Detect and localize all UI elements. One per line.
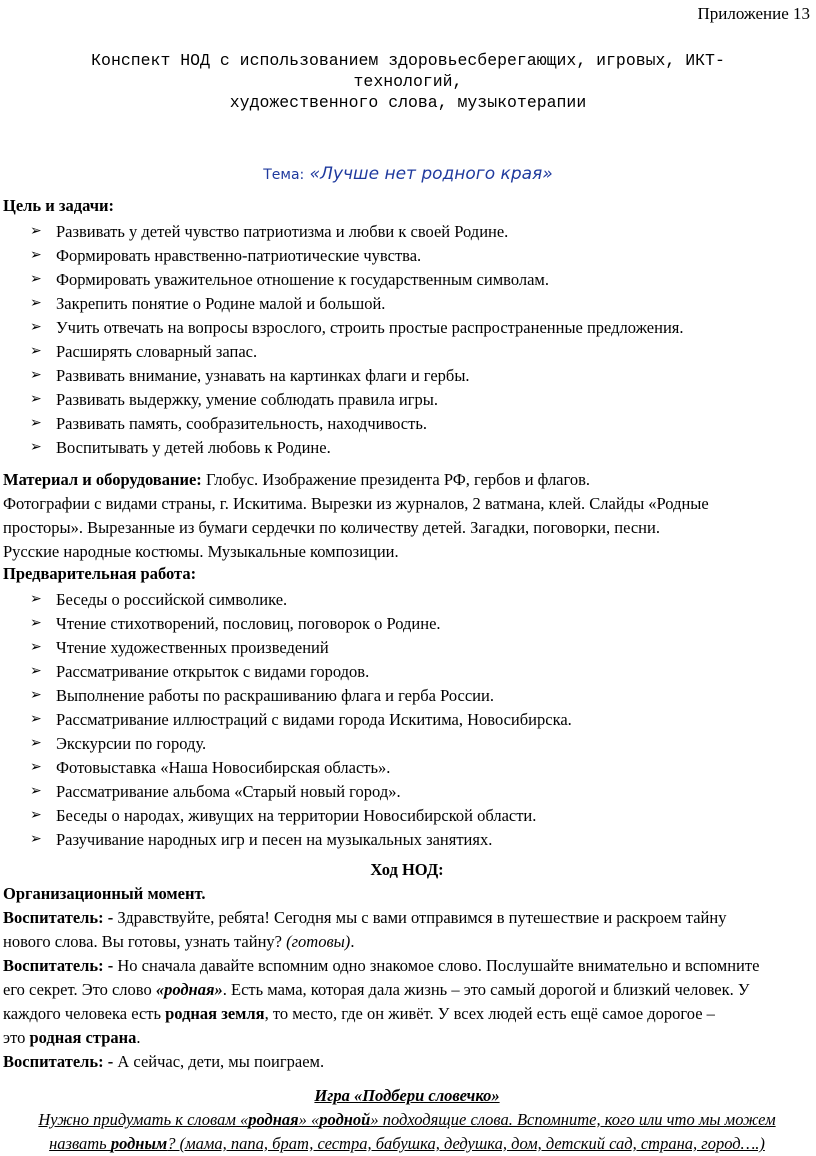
list-item: ➢ Формировать нравственно-патриотические чувства. [30, 244, 684, 268]
arrow-bullet-icon: ➢ [30, 808, 42, 823]
arrow-bullet-icon: ➢ [30, 368, 42, 383]
arrow-bullet-icon: ➢ [30, 224, 42, 239]
materials-paragraph [3, 468, 811, 564]
list-item: ➢ Чтение стихотворений, пословиц, поговорок о Родине. [30, 612, 572, 636]
speaker-label: Воспитатель: - [3, 956, 114, 975]
arrow-bullet-icon: ➢ [30, 784, 42, 799]
prep-title: Предварительная работа: [3, 564, 197, 583]
text-line: это родная страна. [3, 1028, 141, 1047]
heading-line: художественного слова, музыкотерапии [229, 93, 587, 112]
list-item: ➢ Рассматривание открыток с видами городов. [30, 660, 572, 684]
game-title: Игра «Подбери словечко» [314, 1086, 500, 1105]
materials-line: просторы». Вырезанные из бумаги сердечки по количеству детей. Загадки, поговорки, песни. [3, 518, 660, 537]
arrow-bullet-icon: ➢ [30, 712, 42, 727]
prep-list [30, 588, 572, 852]
list-item: ➢ Развивать внимание, узнавать на картинках флаги и гербы. [30, 364, 684, 388]
text-line: его секрет. Это слово «родная». Есть мама, которая дала жизнь – это самый дорогой и близкий человек. У [3, 980, 750, 999]
speaker-label: Воспитатель: - [3, 1052, 114, 1071]
goals-title: Цель и задачи: [3, 196, 115, 215]
list-item: ➢ Рассматривание альбома «Старый новый город». [30, 780, 572, 804]
list-item: ➢ Развивать выдержку, умение соблюдать правила игры. [30, 388, 684, 412]
arrow-bullet-icon: ➢ [30, 616, 42, 631]
list-item: ➢ Рассматривание иллюстраций с видами города Искитима, Новосибирска. [30, 708, 572, 732]
arrow-bullet-icon: ➢ [30, 688, 42, 703]
arrow-bullet-icon: ➢ [30, 440, 42, 455]
text-line: каждого человека есть родная земля, то место, где он живёт. У всех людей есть ещё самое дорогое – [3, 1004, 715, 1023]
text-line: Воспитатель: - Здравствуйте, ребята! Сегодня мы с вами отправимся в путешествие и раскроем тайну [3, 908, 727, 927]
arrow-bullet-icon: ➢ [30, 664, 42, 679]
course-title: Ход НОД: [370, 860, 444, 879]
appendix-label: Приложение 13 [697, 4, 810, 23]
arrow-bullet-icon: ➢ [30, 272, 42, 287]
org-moment-heading: Организационный момент. [3, 884, 206, 903]
arrow-bullet-icon: ➢ [30, 296, 42, 311]
list-item: ➢ Формировать уважительное отношение к государственным символам. [30, 268, 684, 292]
arrow-bullet-icon: ➢ [30, 344, 42, 359]
materials-line: Русские народные костюмы. Музыкальные композиции. [3, 542, 399, 561]
list-item: ➢ Закрепить понятие о Родине малой и большой. [30, 292, 684, 316]
game-description [3, 1108, 811, 1156]
topic-label: Тема: [263, 167, 305, 183]
list-item: ➢ Воспитывать у детей любовь к Родине. [30, 436, 684, 460]
list-item: ➢ Чтение художественных произведений [30, 636, 572, 660]
text-line: назвать родным? (мама, папа, брат, сестра, бабушка, дедушка, дом, детский сад, страна, город….) [49, 1134, 765, 1153]
goals-list [30, 220, 684, 460]
list-item: ➢ Развивать у детей чувство патриотизма и любви к своей Родине. [30, 220, 684, 244]
arrow-bullet-icon: ➢ [30, 760, 42, 775]
list-item: ➢ Беседы о народах, живущих на территории Новосибирской области. [30, 804, 572, 828]
text-line: Воспитатель: - А сейчас, дети, мы поиграем. [3, 1052, 325, 1071]
arrow-bullet-icon: ➢ [30, 320, 42, 335]
course-body [3, 882, 811, 1074]
arrow-bullet-icon: ➢ [30, 736, 42, 751]
speaker-label: Воспитатель: - [3, 908, 114, 927]
topic-value: «Лучше нет родного края» [309, 164, 553, 184]
arrow-bullet-icon: ➢ [30, 640, 42, 655]
materials-label: Материал и оборудование: [3, 470, 202, 489]
list-item: ➢ Выполнение работы по раскрашиванию флага и герба России. [30, 684, 572, 708]
topic-line [0, 164, 816, 184]
list-item: ➢ Развивать память, сообразительность, находчивость. [30, 412, 684, 436]
arrow-bullet-icon: ➢ [30, 248, 42, 263]
text-line: Воспитатель: - Но сначала давайте вспомним одно знакомое слово. Послушайте внимательно и вспомните [3, 956, 760, 975]
text-line: Нужно придумать к словам «родная» «родной» подходящие слова. Вспомните, кого или что мы можем [38, 1110, 776, 1129]
list-item: ➢ Учить отвечать на вопросы взрослого, строить простые распространенные предложения. [30, 316, 684, 340]
list-item: ➢ Разучивание народных игр и песен на музыкальных занятиях. [30, 828, 572, 852]
arrow-bullet-icon: ➢ [30, 592, 42, 607]
list-item: ➢ Беседы о российской символике. [30, 588, 572, 612]
list-item: ➢ Расширять словарный запас. [30, 340, 684, 364]
materials-line: Материал и оборудование: Глобус. Изображение президента РФ, гербов и флагов. [3, 470, 591, 489]
heading-line: Конспект НОД с использованием здоровьесберегающих, игровых, ИКТ- [91, 51, 725, 70]
list-item: ➢ Фотовыставка «Наша Новосибирская область». [30, 756, 572, 780]
heading-line: технологий, [353, 72, 463, 91]
list-item: ➢ Экскурсии по городу. [30, 732, 572, 756]
arrow-bullet-icon: ➢ [30, 392, 42, 407]
text-line: нового слова. Вы готовы, узнать тайну? (готовы). [3, 932, 355, 951]
document-heading [0, 50, 816, 113]
arrow-bullet-icon: ➢ [30, 832, 42, 847]
arrow-bullet-icon: ➢ [30, 416, 42, 431]
materials-line: Фотографии с видами страны, г. Искитима. Вырезки из журналов, 2 ватмана, клей. Слайды «Родные [3, 494, 709, 513]
